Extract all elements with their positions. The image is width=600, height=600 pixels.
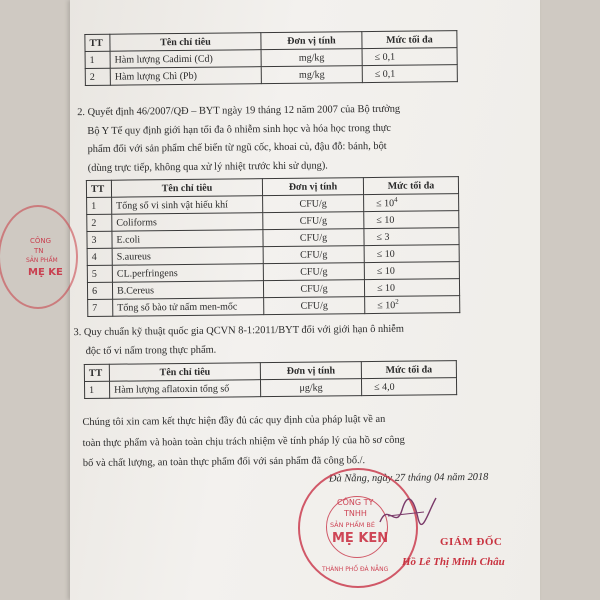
partial-stamp-left xyxy=(0,205,78,309)
text-line: bố và chất lượng, an toàn thực phẩm đối với sản phẩm đã công bố./. xyxy=(82,455,366,470)
text-line: độc tố vi nấm trong thực phẩm. xyxy=(85,344,217,357)
text-line: 3. Quy chuẩn kỹ thuật quốc gia QCVN 8-1:2011/BYT đối với giới hạn ô nhiễm xyxy=(73,323,404,339)
cell: E.coli xyxy=(112,230,263,249)
stamp-text: SẢN PHẨM xyxy=(26,257,58,264)
col-tt: TT xyxy=(86,180,111,197)
cell: 7 xyxy=(88,299,113,316)
cell: CFU/g xyxy=(264,297,365,315)
cell: ≤ 10 xyxy=(364,211,459,229)
table-row xyxy=(84,378,456,399)
cell: Hàm lượng Chì (Pb) xyxy=(110,67,261,86)
cell: Hàm lượng aflatoxin tổng số xyxy=(109,380,260,399)
cell: Tổng số bào tử nấm men-mốc xyxy=(113,298,264,317)
cell xyxy=(364,194,459,212)
cell xyxy=(365,296,460,314)
cell: Tổng số vi sinh vật hiếu khí xyxy=(112,196,263,215)
cell: mg/kg xyxy=(261,49,362,67)
col-max: Mức tối đa xyxy=(363,177,458,195)
cell: 1 xyxy=(85,51,110,68)
cell: Coliforms xyxy=(112,213,263,232)
cell: CFU/g xyxy=(263,229,364,247)
table-aflatoxin xyxy=(84,360,457,399)
signature-name: Hồ Lê Thị Minh Châu xyxy=(402,556,505,568)
col-tt: TT xyxy=(84,364,109,381)
table-row xyxy=(88,296,460,317)
stamp-text: MẸ KE xyxy=(28,267,63,278)
table-microbiology xyxy=(86,176,460,317)
stamp-text: CÔNG xyxy=(30,237,52,245)
text-line: Chúng tôi xin cam kết thực hiện đầy đủ các quy định của pháp luật về an xyxy=(82,413,386,429)
cell: ≤ 10 xyxy=(364,262,459,280)
stamp-text: SẢN PHẨM BÉ xyxy=(330,521,375,529)
stamp-text: TNHH xyxy=(344,509,367,518)
cell: CFU/g xyxy=(263,195,364,213)
cell: 5 xyxy=(87,265,112,282)
max-value: ≤ 10 xyxy=(377,300,396,312)
table-row xyxy=(85,65,457,86)
cell: mg/kg xyxy=(261,66,362,84)
table-heavy-metals xyxy=(84,30,458,86)
cell: CFU/g xyxy=(263,246,364,264)
exponent: 2 xyxy=(395,298,399,307)
cell: μg/kg xyxy=(260,379,361,397)
stamp-text: TN xyxy=(34,247,44,255)
cell: ≤ 10 xyxy=(364,245,459,263)
cell: 3 xyxy=(87,231,112,248)
commitment-text xyxy=(82,410,405,475)
cell: 4 xyxy=(87,248,112,265)
col-max: Mức tối đa xyxy=(362,31,457,49)
cell: CFU/g xyxy=(263,263,364,281)
cell: 1 xyxy=(87,197,112,214)
signature-scribble xyxy=(378,492,438,532)
cell: S.aureus xyxy=(112,247,263,266)
exponent: 4 xyxy=(394,196,398,205)
col-name: Tên chỉ tiêu xyxy=(110,33,261,52)
col-unit: Đơn vị tính xyxy=(262,178,363,196)
signature-title: GIÁM ĐỐC xyxy=(440,536,503,548)
col-unit: Đơn vị tính xyxy=(260,362,361,380)
section-3-text xyxy=(73,321,404,361)
cell: 6 xyxy=(87,282,112,299)
section-2-text xyxy=(77,101,401,178)
signature-date: Đà Nẵng, ngày 27 tháng 04 năm 2018 xyxy=(328,471,489,485)
col-unit: Đơn vị tính xyxy=(261,32,362,50)
col-name: Tên chỉ tiêu xyxy=(111,179,262,198)
cell: B.Cereus xyxy=(112,281,263,300)
max-value: ≤ 10 xyxy=(376,198,395,210)
cell: CFU/g xyxy=(263,212,364,230)
cell: 2 xyxy=(85,68,110,85)
cell: 1 xyxy=(84,381,109,398)
cell: ≤ 0,1 xyxy=(362,65,457,83)
col-name: Tên chỉ tiêu xyxy=(109,363,260,382)
text-line: toàn thực phẩm và hoàn toàn chịu trách nhiệm về tính pháp lý của hồ sơ công xyxy=(82,434,405,449)
cell: 2 xyxy=(87,214,112,231)
text-line: Bộ Y Tế quy định giới hạn tối đa ô nhiễm sinh học và hóa học trong thực xyxy=(87,122,392,137)
cell: Hàm lượng Cadimi (Cd) xyxy=(110,50,261,69)
cell: ≤ 3 xyxy=(364,228,459,246)
col-tt: TT xyxy=(85,34,110,51)
stamp-ring-text: THÀNH PHỐ ĐÀ NẴNG xyxy=(322,566,389,573)
text-line: (dùng trực tiếp, không qua xử lý nhiệt trước khi sử dụng). xyxy=(87,159,328,174)
text-line: 2. Quyết định 46/2007/QĐ – BYT ngày 19 tháng 12 năm 2007 của Bộ trưởng xyxy=(77,103,401,119)
cell: ≤ 4,0 xyxy=(361,378,456,396)
cell: CFU/g xyxy=(263,280,364,298)
text-line: phẩm đối với sản phẩm chế biến từ ngũ cốc, khoai củ, đậu đỗ: bánh, bột xyxy=(87,140,387,155)
cell: ≤ 10 xyxy=(364,279,459,297)
stamp-text: CÔNG TY xyxy=(337,498,374,507)
cell: CL.perfringens xyxy=(112,264,263,283)
stamp-text: MẸ KEN xyxy=(332,531,389,546)
col-max: Mức tối đa xyxy=(361,361,456,379)
cell: ≤ 0,1 xyxy=(362,48,457,66)
